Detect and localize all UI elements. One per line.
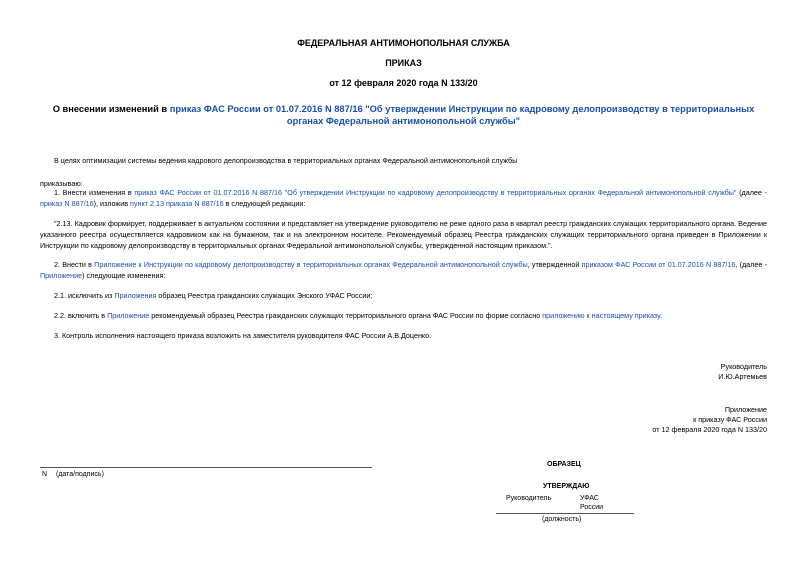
- agency-name: ФЕДЕРАЛЬНАЯ АНТИМОНОПОЛЬНАЯ СЛУЖБА: [297, 38, 510, 48]
- appendix-date-number: от 12 февраля 2020 года N 133/20: [652, 425, 767, 434]
- paragraph-2-2-text-1: 2.2. включить в: [54, 311, 108, 320]
- position-caption: (должность): [542, 516, 582, 523]
- signature-line: [40, 467, 372, 468]
- paragraph-2-1-text-2: образец Реестра гражданских служащих Энского УФАС России;: [156, 291, 373, 300]
- paragraph-2: [40, 259, 767, 281]
- order-887-link[interactable]: приказ ФАС России от 01.07.2016 N 887/16 "Об утверждении Инструкции по кадровому делопроизводству в территориальных органах Федеральной антимонопольной службы": [134, 188, 737, 197]
- order-appendix-link[interactable]: приложению к настоящему приказу: [542, 311, 660, 320]
- number-label: N: [42, 471, 48, 478]
- paragraph-2-2: [40, 310, 767, 321]
- order-887-short-link[interactable]: приказ N 887/16: [40, 199, 94, 208]
- document-title: [40, 104, 767, 127]
- paragraph-2-2-text-2: рекомендуемый образец Реестра гражданских служащих территориального органа ФАС России по форме согласно: [149, 311, 543, 320]
- ufas-line-2: России: [580, 504, 604, 511]
- date-signature-caption: (дата/подпись): [56, 471, 104, 478]
- position-line: [496, 513, 634, 514]
- ufas-line-1: УФАС: [580, 495, 599, 502]
- quoted-clause-2-13: "2.13. Кадровик формирует, поддерживает в актуальном состоянии и представляет на утверждение руководителю не реже одного раза в квартал реестр гражданских служащих территориального органа. Ведение указанного реестра осуществляется кадровиком как на бумажном, так и на электронном носителе. Рекомендуемый образец Реестра гражданских служащих территориального органа приведен в Приложении к Инструкции по кадровому делопроизводству в территориальных органах Федеральной антимонопольной службы, утвержденной настоящим приказом.".: [40, 219, 767, 250]
- appendix-label: Приложение: [724, 405, 767, 414]
- paragraph-2-text-2: , утвержденной: [527, 260, 582, 269]
- document-date-number: от 12 февраля 2020 года N 133/20: [329, 78, 478, 88]
- paragraph-1-text-2: (далее -: [736, 188, 767, 197]
- paragraph-2-text-3: , (далее -: [735, 260, 767, 269]
- paragraph-2-text-4: ) следующие изменения:: [82, 271, 166, 280]
- paragraph-1-text-1: 1. Внести изменения в: [54, 188, 135, 197]
- paragraph-1: [40, 187, 767, 209]
- appendix-link-2-1[interactable]: Приложения: [114, 291, 157, 300]
- approve-label: УТВЕРЖДАЮ: [543, 483, 590, 490]
- intro-paragraph: В целях оптимизации системы ведения кадрового делопроизводства в территориальных органах Федеральной антимонопольной службы: [54, 156, 518, 165]
- order-word: приказываю:: [40, 179, 83, 188]
- paragraph-1-text-4: в следующей редакции:: [223, 199, 306, 208]
- document-type: ПРИКАЗ: [385, 58, 422, 68]
- paragraph-3: 3. Контроль исполнения настоящего приказа возложить на заместителя руководителя ФАС России А.В.Доценко.: [54, 331, 432, 340]
- paragraph-2-2-text-3: .: [660, 311, 662, 320]
- sample-label: ОБРАЗЕЦ: [547, 461, 581, 468]
- signatory-position: Руководитель: [720, 362, 767, 371]
- signatory-name: И.Ю.Артемьев: [718, 372, 767, 381]
- approving-order-link[interactable]: приказом ФАС России от 01.07.2016 N 887/16: [581, 260, 736, 269]
- appendix-link-2-2[interactable]: Приложение: [107, 311, 150, 320]
- appendix-header: [652, 405, 767, 435]
- appendix-instruction-link[interactable]: Приложение к Инструкции по кадровому делопроизводству в территориальных органах Федеральной антимонопольной службы: [94, 260, 528, 269]
- title-prefix: О внесении изменений в: [52, 104, 170, 114]
- paragraph-2-1: [40, 290, 767, 301]
- title-order-link[interactable]: приказ ФАС России от 01.07.2016 N 887/16 "Об утверждении Инструкции по кадровому делопроизводству в территориальных органах Федеральной антимонопольной службы": [169, 104, 755, 126]
- paragraph-2-1-text-1: 2.1. исключить из: [54, 291, 115, 300]
- signature-block: [718, 362, 767, 382]
- appendix-reference: к приказу ФАС России: [693, 415, 767, 424]
- approver-position: Руководитель: [506, 495, 552, 502]
- paragraph-2-text-1: 2. Внести в: [54, 260, 95, 269]
- clause-2-13-link[interactable]: пункт 2.13 приказа N 887/16: [130, 199, 224, 208]
- appendix-link[interactable]: Приложение: [40, 271, 83, 280]
- paragraph-1-text-3: ), изложив: [93, 199, 131, 208]
